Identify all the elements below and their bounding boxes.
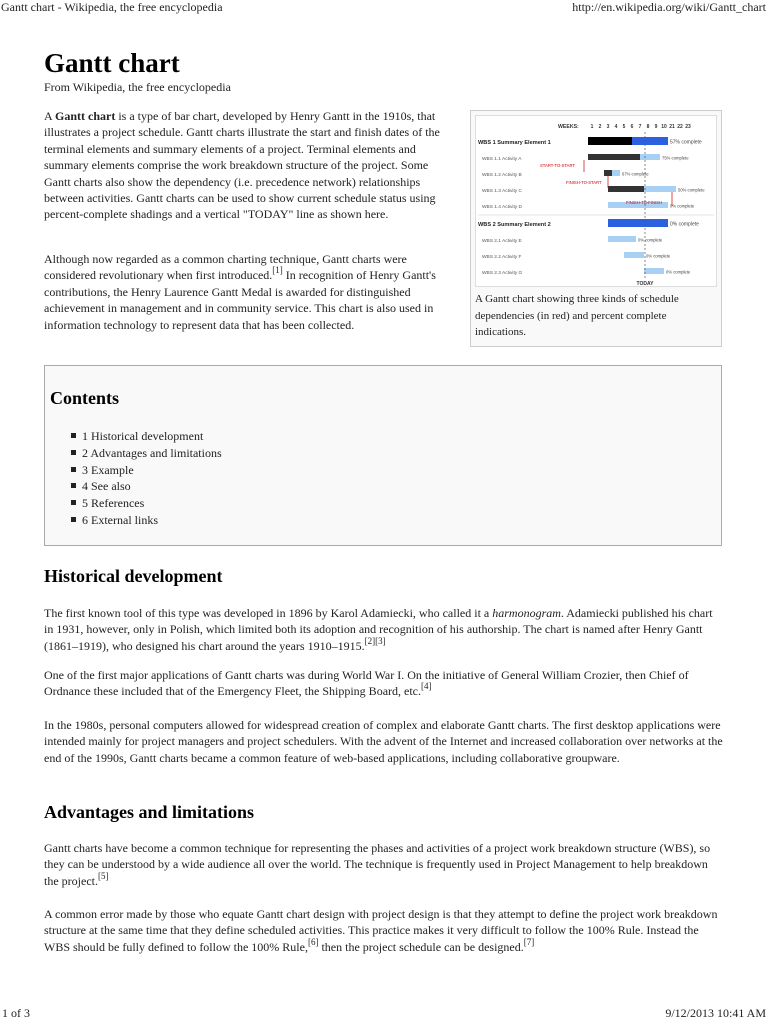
figure-thumbnail: [470, 110, 722, 347]
row-label: WBS 1.4 Activity D: [482, 205, 522, 210]
toc-item[interactable]: 6 External links: [71, 512, 222, 529]
week-number: 4: [614, 124, 618, 130]
week-number: 21: [669, 124, 675, 130]
reference-link[interactable]: [1]: [272, 265, 283, 276]
today-label: TODAY: [636, 281, 654, 286]
bar-done: [588, 137, 632, 145]
week-number: 1: [590, 124, 594, 130]
reference-link[interactable]: [6]: [307, 936, 319, 947]
bar-done: [588, 154, 640, 160]
row-label: WBS 1 Summary Element 1: [478, 140, 551, 146]
dependency-label: START-TO-START: [540, 163, 575, 168]
bar-remaining: [644, 268, 664, 274]
reference-link[interactable]: [5]: [97, 870, 109, 881]
row-label: WBS 2.2 Activity F: [482, 255, 522, 260]
toc-list: [71, 428, 222, 529]
table-of-contents: [44, 365, 722, 546]
toc-item[interactable]: 5 References: [71, 495, 222, 512]
toc-item[interactable]: 4 See also: [71, 478, 222, 495]
percent-complete-label: 50% complete: [678, 187, 705, 193]
toc-item[interactable]: 3 Example: [71, 462, 222, 479]
gantt-chart-image: [476, 116, 716, 286]
week-number: 9: [654, 124, 658, 130]
bullet-icon: [71, 433, 76, 438]
intro-paragraph-2: Although now regarded as a common charting technique, Gantt charts were considered revolutionary when first introduced.[1] In recognition of Henry Gantt's contributions, the Henry Laurence Gantt Medal is awarded for distinguished achievement in management and in community service. This chart is also used in information technology to represent data that has been collected.: [44, 252, 436, 332]
historical-paragraph-3: In the 1980s, personal computers allowed for widespread creation of complex and elaborate Gantt charts. The first desktop applications were intended mainly for project managers and project schedulers. With the advent of the Internet and increased collaboration over networks at the end of the 1990s, Gantt charts became a common feature of web-based applications, including collaborative groupware.: [44, 718, 723, 765]
print-datetime: 9/12/2013 10:41 AM: [665, 1006, 766, 1020]
bullet-icon: [71, 467, 76, 472]
row-label: WBS 1.1 Activity A: [482, 157, 522, 162]
week-number: 6: [630, 124, 634, 130]
historical-paragraph-2: One of the first major applications of Gantt charts was during World War I. On the initiative of General William Crozier, then Chief of Ordnance these included that of the Emergency Fleet, the Shipping Board, etc.[4]: [44, 668, 689, 699]
bullet-icon: [71, 483, 76, 488]
print-header: [0, 0, 768, 16]
row-label: WBS 2.3 Activity G: [482, 271, 523, 276]
percent-complete-label: 0% complete: [670, 221, 699, 228]
gantt-image[interactable]: [475, 115, 717, 287]
section-heading-advantages: Advantages and limitations: [44, 802, 255, 822]
row-label: WBS 2.1 Activity E: [482, 239, 522, 244]
figure-caption: A Gantt chart showing three kinds of schedule dependencies (in red) and percent complete indications.: [475, 293, 679, 338]
bullet-icon: [71, 500, 76, 505]
week-number: 22: [677, 124, 683, 130]
print-footer: [0, 1006, 768, 1024]
toc-item[interactable]: 2 Advantages and limitations: [71, 445, 222, 462]
bar-remaining: [632, 137, 668, 145]
bar-remaining: [608, 236, 636, 242]
intro-paragraph-1: A Gantt chart is a type of bar chart, developed by Henry Gantt in the 1910s, that illustrates a project schedule. Gantt charts illustrate the start and finish dates of the terminal elements and summary elements of a project. Terminal elements and summary elements comprise the work breakdown structure of the project. Some Gantt charts also show the dependency (i.e. precedence network) relationships between activities. Gantt charts can be used to show current schedule status using percent-complete shadings and a vertical "TODAY" line as shown here.: [44, 109, 440, 222]
bar-remaining: [608, 219, 668, 227]
bar-remaining: [624, 252, 644, 258]
bar-remaining: [612, 170, 620, 176]
bar-done: [608, 186, 644, 192]
dependency-label: FINISH-TO-START: [566, 180, 602, 185]
bullet-icon: [71, 450, 76, 455]
reference-link[interactable]: [2][3]: [364, 635, 386, 646]
reference-link[interactable]: [7]: [523, 936, 535, 947]
page-subtitle: From Wikipedia, the free encyclopedia: [44, 80, 231, 94]
intro-term: Gantt chart: [55, 109, 116, 123]
percent-complete-label: 0% complete: [646, 253, 671, 259]
percent-complete-label: 0% complete: [670, 203, 695, 209]
bar-remaining: [644, 186, 676, 192]
percent-complete-label: 67% complete: [622, 171, 649, 177]
reference-link[interactable]: [4]: [421, 681, 432, 692]
row-label: WBS 1.3 Activity C: [482, 189, 522, 194]
percent-complete-label: 0% complete: [638, 237, 663, 243]
section-heading-historical: Historical development: [44, 566, 223, 586]
harmonogram-term: harmonogram: [492, 606, 561, 620]
page-number: 1 of 3: [2, 1006, 30, 1020]
bar-remaining: [640, 154, 660, 160]
toc-item[interactable]: 1 Historical development: [71, 428, 222, 445]
dependency-label: FINISH-TO-FINISH: [626, 200, 662, 205]
row-label: WBS 1.2 Activity B: [482, 173, 522, 178]
print-header-url[interactable]: http://en.wikipedia.org/wiki/Gantt_chart: [572, 0, 766, 14]
advantages-paragraph-1: Gantt charts have become a common technique for representing the phases and activities of a project work breakdown structure (WBS), so they can be understood by a wide audience all over the world. The technique is frequently used in Project Management to help breakdown the project.[5]: [44, 841, 711, 888]
week-number: 7: [638, 124, 642, 130]
week-number: 10: [661, 124, 667, 130]
toc-title: Contents: [50, 388, 120, 408]
week-number: 8: [646, 124, 650, 130]
week-number: 2: [598, 124, 602, 130]
percent-complete-label: 0% complete: [666, 269, 691, 275]
advantages-paragraph-2: A common error made by those who equate Gantt chart design with project design is that they attempt to define the project work breakdown structure at the same time that they define scheduled activities. This practice makes it very difficult to follow the 100% Rule. Instead the WBS should be fully defined to follow the 100% Rule,[6] then the project schedule can be designed.[7]: [44, 907, 718, 954]
historical-paragraph-1: The first known tool of this type was developed in 1896 by Karol Adamiecki, who called it a harmonogram. Adamiecki published his chart in 1931, however, only in Polish, which limited both its adoption and recognition of his authorship. The chart is named after Henry Gantt (1861–1919), who designed his chart around the years 1910–1915.[2][3]: [44, 606, 713, 653]
print-header-title: Gantt chart - Wikipedia, the free encyclopedia: [1, 0, 223, 14]
percent-complete-label: 75% complete: [662, 155, 689, 161]
week-number: 3: [606, 124, 610, 130]
percent-complete-label: 57% complete: [670, 139, 702, 146]
bar-done: [604, 170, 612, 176]
bullet-icon: [71, 517, 76, 522]
week-number: 5: [622, 124, 626, 130]
weeks-label: WEEKS:: [558, 124, 579, 130]
row-label: WBS 2 Summary Element 2: [478, 222, 551, 228]
week-number: 23: [685, 124, 691, 130]
page-title: Gantt chart: [44, 48, 180, 78]
